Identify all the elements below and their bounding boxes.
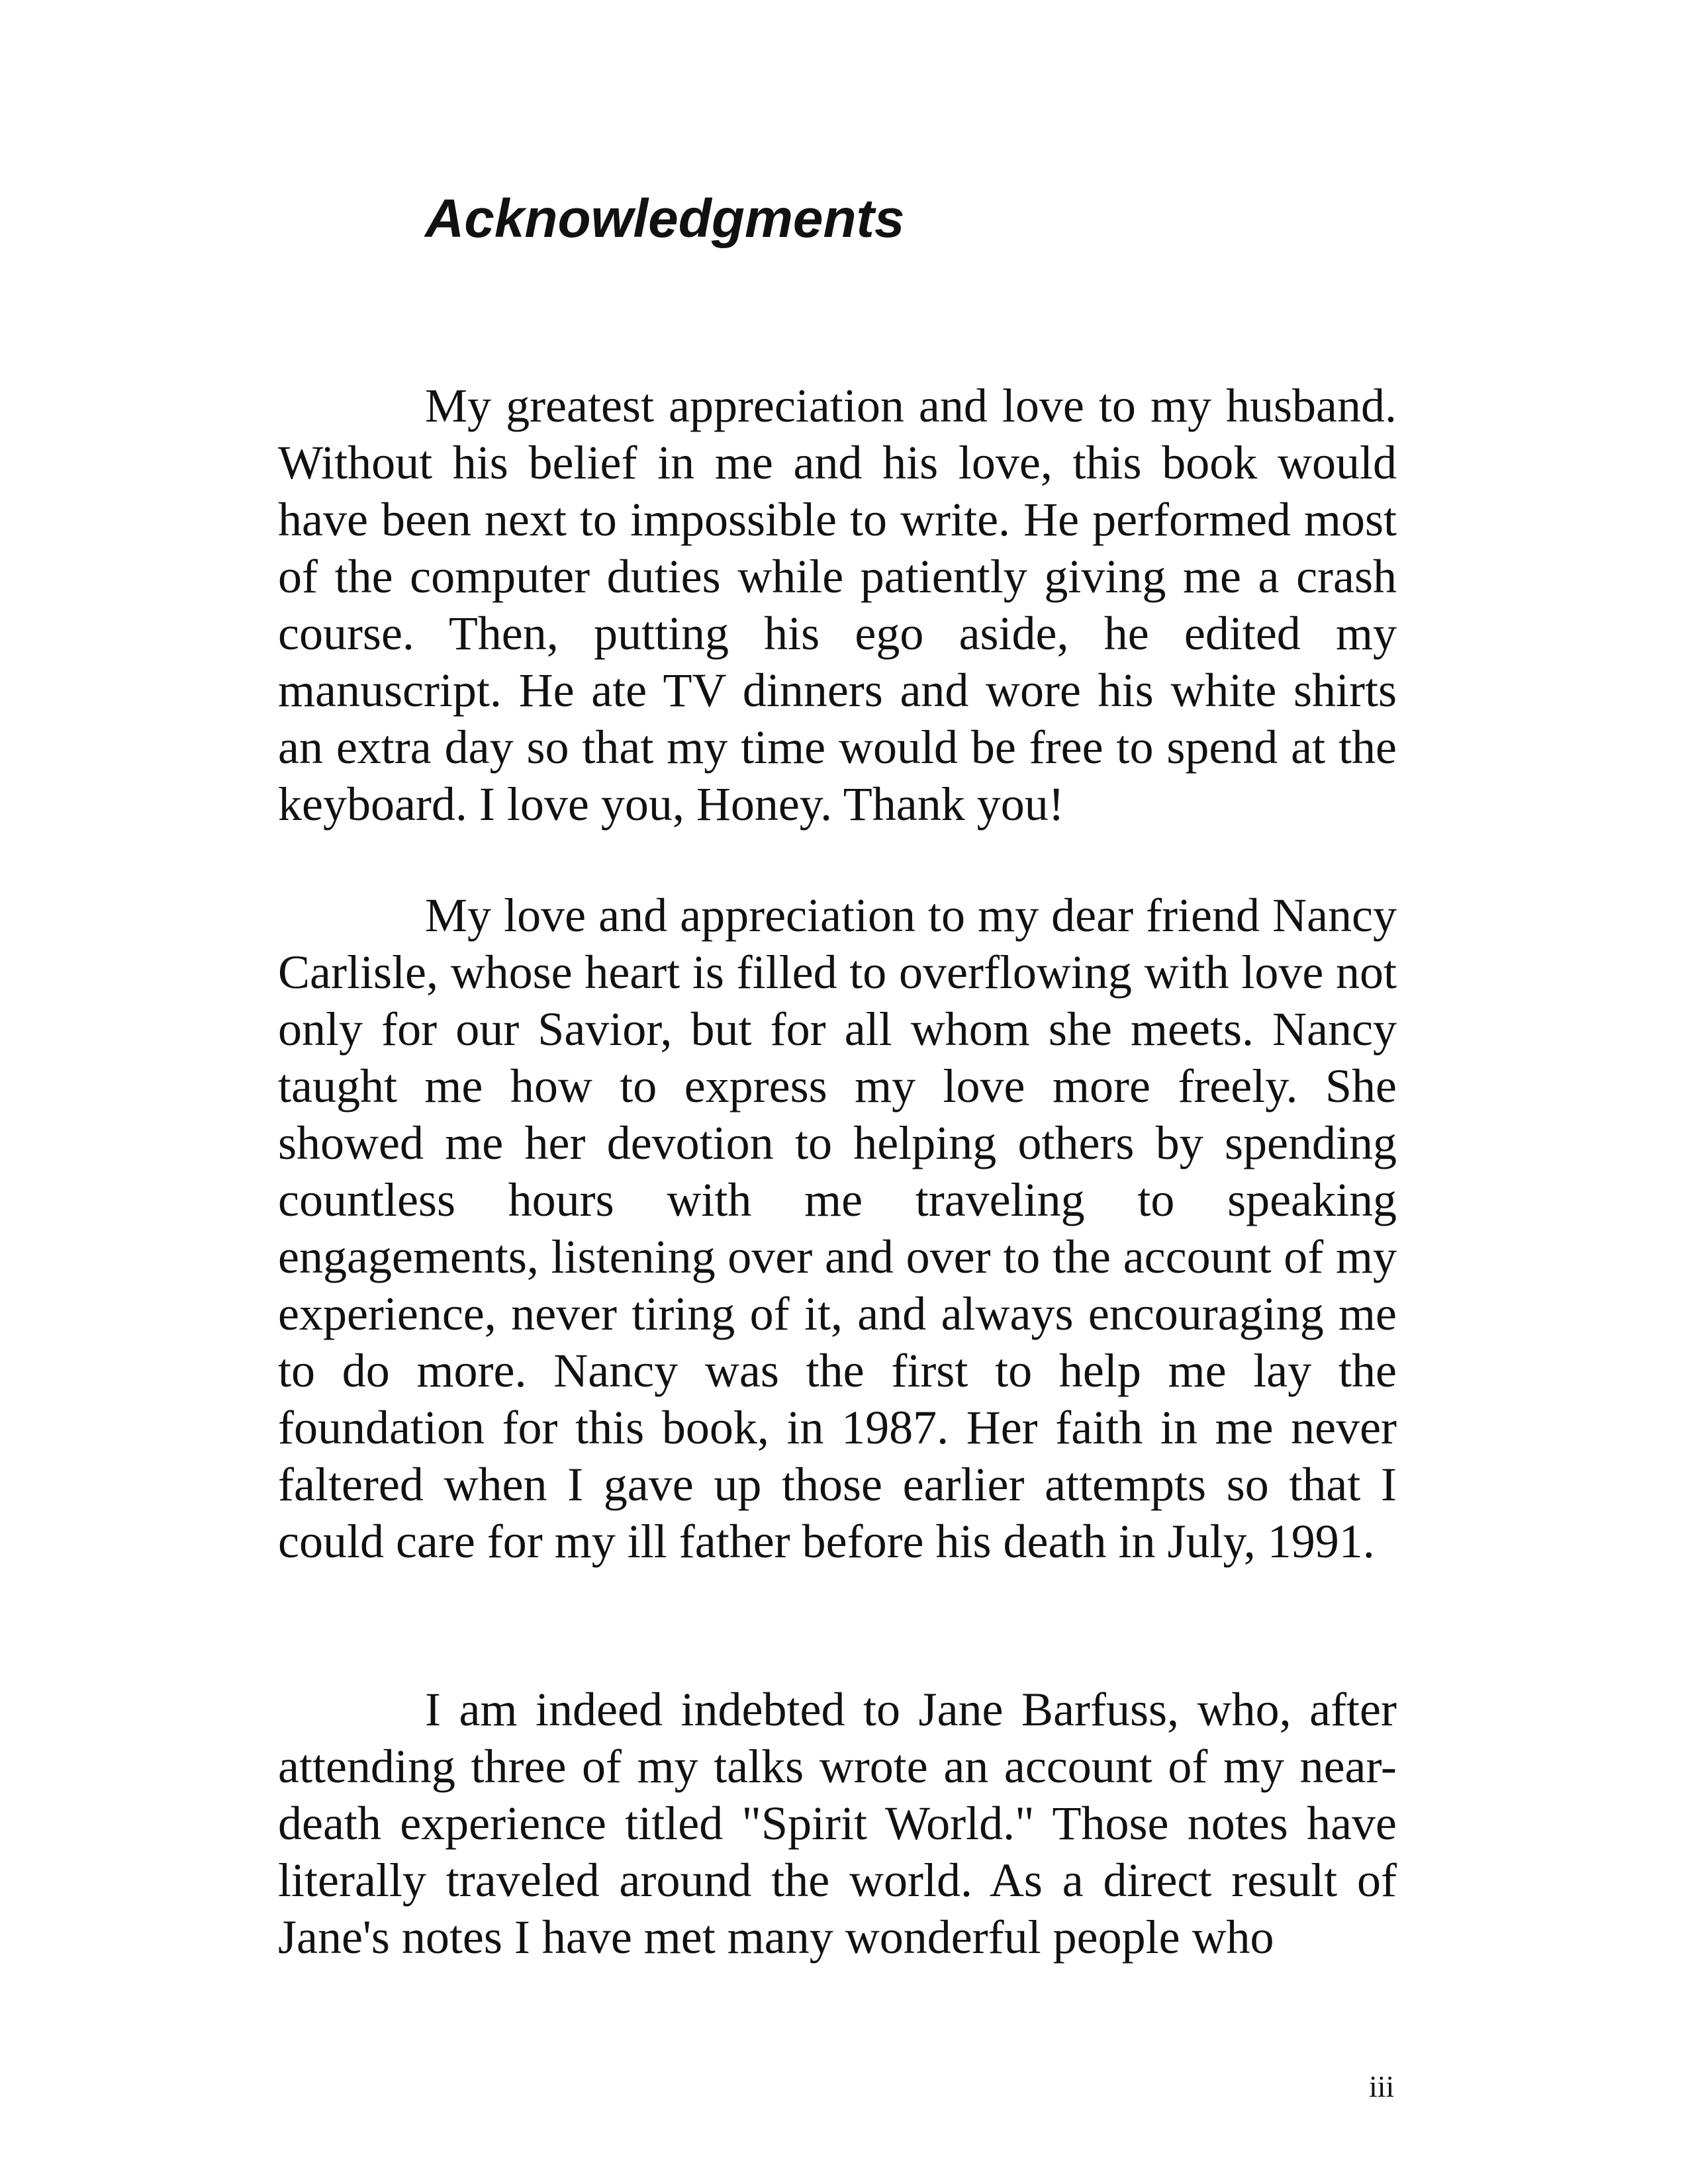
page-title: Acknowledgments <box>425 189 905 249</box>
paragraph-husband: My greatest appreciation and love to my husband. Without his belief in me and his love, this book would have been next to impossible to write. He performed most of the computer duties while patiently giving me a crash course. Then, putting his ego aside, he edited my manuscript. He ate TV dinners and wore his white shirts an extra day so that my time would be free to spend at the keyboard. I love you, Honey. Thank you! <box>278 379 1397 831</box>
page-number: iii <box>1369 2070 1395 2103</box>
paragraph-nancy-carlisle: My love and appreciation to my dear friend Nancy Carlisle, whose heart is filled to overflowing with love not only for our Savior, but for all whom she meets. Nancy taught me how to express my love more freely. She showed me her devotion to helping others by spending countless hours with me traveling to speaking engagements, listening over and over to the account of my experience, never tiring of it, and always encouraging me to do more. Nancy was the first to help me lay the foundation for this book, in 1987. Her faith in me never faltered when I gave up those earlier attempts so that I could care for my ill father before his death in July, 1991. <box>278 889 1397 1568</box>
paragraph-jane-barfuss: I am indeed indebted to Jane Barfuss, who, after attending three of my talks wrote an account of my near-death experience titled "Spirit World." Those notes have literally traveled around the world. As a direct result of Jane's notes I have met many wonderful people who <box>278 1683 1397 1964</box>
